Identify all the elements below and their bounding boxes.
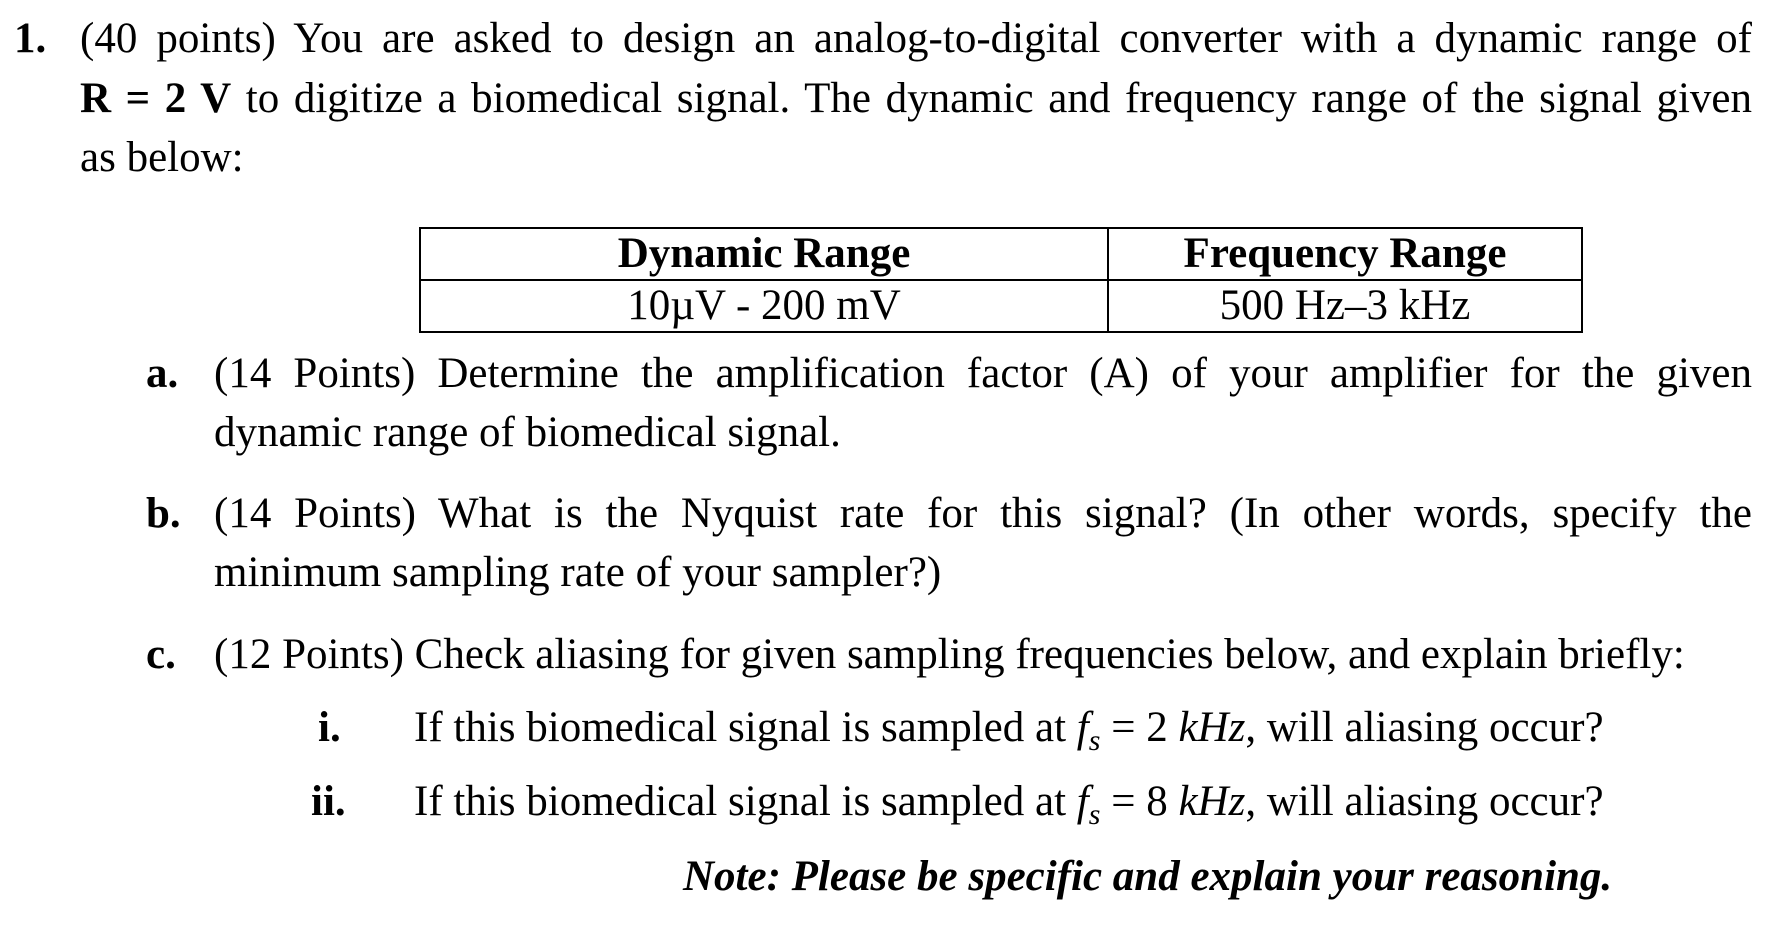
cell-frequency-range: 500 Hz–3 kHz <box>1108 280 1582 332</box>
header-dynamic-range: Dynamic Range <box>420 228 1108 280</box>
question-intro-text-1: You are asked to design an analog-to-digital converter with a dynamic range of <box>275 15 1752 62</box>
sub-item-i-equation: = 2 <box>1100 704 1179 751</box>
part-a-label: a. <box>146 350 179 397</box>
part-b-text-1: (14 Points) What is the Nyquist rate for this signal? (In other words, specify the <box>214 490 1752 537</box>
part-c-text-1: (12 Points) Check aliasing for given sampling frequencies below, and explain briefly: <box>214 631 1685 678</box>
table-row <box>420 280 1582 332</box>
part-a-text-1: (14 Points) Determine the amplification factor (A) of your amplifier for the given <box>214 350 1752 397</box>
header-frequency-range: Frequency Range <box>1108 228 1582 280</box>
sub-item-ii-unit: kHz <box>1178 778 1246 825</box>
range-symbol: R <box>80 75 112 122</box>
sub-item-i-unit: kHz <box>1178 704 1246 751</box>
note-text: Note: Please be specific and explain your reasoning. <box>683 853 1613 900</box>
cell-dynamic-range: 10µV - 200 mV <box>420 280 1108 332</box>
question-points: (40 points) <box>80 15 276 62</box>
sub-item-ii-subscript: s <box>1088 798 1101 831</box>
sub-item-ii-suffix: , will aliasing occur? <box>1245 778 1604 825</box>
question-intro-line-3: as below: <box>80 134 244 181</box>
part-b-label: b. <box>146 490 181 537</box>
range-value: = 2 V <box>111 75 232 122</box>
part-c-label: c. <box>146 631 176 678</box>
question-number: 1. <box>14 15 47 62</box>
sub-item-i-label: i. <box>318 704 341 751</box>
sub-item-ii-equation: = 8 <box>1100 778 1179 825</box>
sub-item-i-text <box>414 703 1604 757</box>
part-a-text-2: dynamic range of biomedical signal. <box>214 409 841 456</box>
sub-item-ii-label: ii. <box>311 778 346 825</box>
sub-item-ii-prefix: If this biomedical signal is sampled at <box>414 778 1077 825</box>
sub-item-i-prefix: If this biomedical signal is sampled at <box>414 704 1077 751</box>
sub-item-i-subscript: s <box>1088 724 1101 757</box>
part-b-text-2: minimum sampling rate of your sampler?) <box>214 549 942 596</box>
sub-item-i-suffix: , will aliasing occur? <box>1245 704 1604 751</box>
table-header-row <box>420 228 1582 280</box>
sub-item-ii-text <box>414 777 1604 831</box>
sub-item-ii-f: f <box>1076 778 1089 825</box>
signal-range-table <box>419 227 1583 333</box>
question-intro-line-1 <box>80 14 1752 64</box>
question-intro-line-2 <box>80 74 1752 124</box>
question-intro-text-2: to digitize a biomedical signal. The dynamic and frequency range of the signal given <box>231 75 1752 122</box>
sub-item-i-f: f <box>1076 704 1089 751</box>
